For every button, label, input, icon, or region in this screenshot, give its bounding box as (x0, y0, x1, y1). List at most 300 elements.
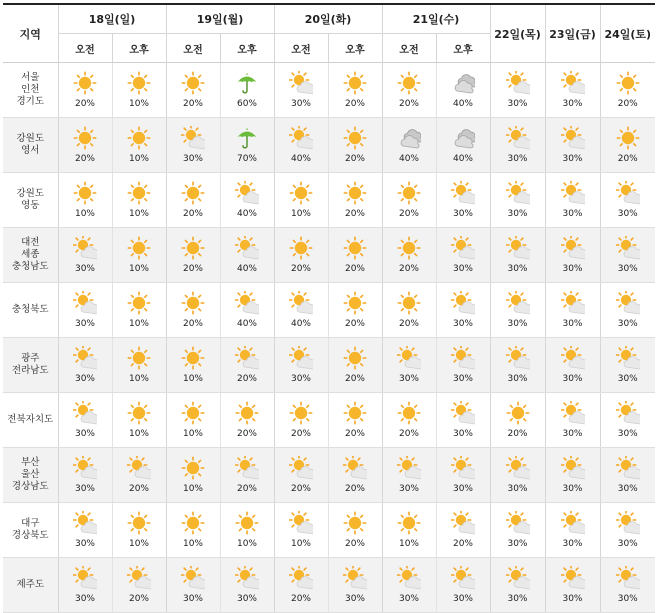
forecast-cell (490, 228, 545, 283)
forecast-cell (545, 63, 600, 118)
precipitation-probability: 10% (398, 539, 419, 549)
partly-cloudy-icon (289, 71, 313, 95)
forecast-cell (328, 173, 382, 228)
forecast-cell (545, 173, 600, 228)
precipitation-probability: 30% (452, 484, 473, 494)
forecast-cell (382, 283, 436, 338)
precipitation-probability: 30% (562, 374, 583, 384)
sunny-icon (397, 181, 421, 205)
precipitation-probability: 30% (452, 319, 473, 329)
forecast-cell (382, 173, 436, 228)
sunny-icon (181, 291, 205, 315)
partly-cloudy-icon (397, 566, 421, 590)
am-header: 오전 (382, 34, 436, 63)
forecast-cell (490, 118, 545, 173)
forecast-cell (166, 63, 220, 118)
forecast-cell (545, 118, 600, 173)
forecast-cell (274, 338, 328, 393)
partly-cloudy-icon (289, 291, 313, 315)
precipitation-probability: 30% (344, 594, 365, 604)
cloudy-icon (397, 126, 421, 150)
precipitation-probability: 10% (182, 484, 203, 494)
forecast-cell (382, 118, 436, 173)
day-header: 19일(월) (166, 4, 274, 34)
precipitation-probability: 30% (507, 319, 528, 329)
partly-cloudy-icon (289, 511, 313, 535)
forecast-cell (220, 283, 274, 338)
forecast-cell (328, 228, 382, 283)
sunny-icon (397, 236, 421, 260)
partly-cloudy-icon (506, 181, 530, 205)
day-header: 22일(목) (490, 4, 545, 63)
precipitation-probability: 30% (617, 594, 638, 604)
table-row (3, 503, 655, 558)
partly-cloudy-icon (506, 126, 530, 150)
precipitation-probability: 40% (398, 154, 419, 164)
precipitation-probability: 30% (452, 209, 473, 219)
precipitation-probability: 20% (344, 99, 365, 109)
table-row (3, 393, 655, 448)
forecast-cell (220, 448, 274, 503)
precipitation-probability: 10% (182, 429, 203, 439)
precipitation-probability: 30% (507, 484, 528, 494)
forecast-cell (274, 558, 328, 613)
region-cell: 서울 인천 경기도 (3, 63, 58, 118)
partly-cloudy-icon (73, 346, 97, 370)
forecast-cell (166, 283, 220, 338)
precipitation-probability: 30% (398, 374, 419, 384)
precipitation-probability: 20% (74, 154, 95, 164)
precipitation-probability: 30% (617, 539, 638, 549)
forecast-cell (166, 173, 220, 228)
partly-cloudy-icon (506, 291, 530, 315)
am-header: 오전 (166, 34, 220, 63)
precipitation-probability: 30% (507, 154, 528, 164)
sunny-icon (289, 181, 313, 205)
precipitation-probability: 20% (290, 264, 311, 274)
precipitation-probability: 30% (617, 264, 638, 274)
forecast-cell (112, 558, 166, 613)
forecast-cell (600, 173, 655, 228)
precipitation-probability: 10% (182, 539, 203, 549)
precipitation-probability: 20% (398, 264, 419, 274)
partly-cloudy-icon (289, 126, 313, 150)
sunny-icon (127, 511, 151, 535)
partly-cloudy-icon (616, 346, 640, 370)
region-cell: 대구 경상북도 (3, 503, 58, 558)
sunny-icon (289, 401, 313, 425)
sunny-icon (343, 71, 367, 95)
forecast-cell (58, 283, 112, 338)
forecast-cell (545, 558, 600, 613)
precipitation-probability: 20% (398, 429, 419, 439)
precipitation-probability: 30% (398, 594, 419, 604)
sunny-icon (343, 236, 367, 260)
sunny-icon (181, 181, 205, 205)
precipitation-probability: 20% (290, 594, 311, 604)
partly-cloudy-icon (451, 346, 475, 370)
precipitation-probability: 20% (236, 484, 257, 494)
precipitation-probability: 10% (128, 319, 149, 329)
table-row (3, 283, 655, 338)
forecast-cell (436, 448, 490, 503)
partly-cloudy-icon (616, 566, 640, 590)
precipitation-probability: 10% (236, 539, 257, 549)
precipitation-probability: 30% (562, 594, 583, 604)
partly-cloudy-icon (451, 401, 475, 425)
precipitation-probability: 30% (562, 319, 583, 329)
precipitation-probability: 30% (617, 209, 638, 219)
partly-cloudy-icon (235, 566, 259, 590)
precipitation-probability: 30% (236, 594, 257, 604)
forecast-cell (166, 118, 220, 173)
cloudy-icon (451, 71, 475, 95)
forecast-cell (274, 448, 328, 503)
sunny-icon (235, 401, 259, 425)
precipitation-probability: 20% (182, 99, 203, 109)
sunny-icon (343, 511, 367, 535)
sunny-icon (181, 346, 205, 370)
forecast-cell (328, 63, 382, 118)
sunny-icon (289, 236, 313, 260)
table-row (3, 63, 655, 118)
partly-cloudy-icon (289, 456, 313, 480)
precipitation-probability: 20% (128, 484, 149, 494)
partly-cloudy-icon (181, 126, 205, 150)
forecast-cell (166, 228, 220, 283)
day-header: 21일(수) (382, 4, 490, 34)
precipitation-probability: 10% (290, 209, 311, 219)
partly-cloudy-icon (127, 566, 151, 590)
sunny-icon (127, 346, 151, 370)
forecast-cell (600, 283, 655, 338)
forecast-cell (220, 393, 274, 448)
forecast-cell (600, 503, 655, 558)
forecast-cell (545, 228, 600, 283)
partly-cloudy-icon (561, 401, 585, 425)
precipitation-probability: 10% (128, 539, 149, 549)
sunny-icon (343, 181, 367, 205)
precipitation-probability: 40% (290, 154, 311, 164)
forecast-cell (112, 173, 166, 228)
forecast-cell (58, 448, 112, 503)
forecast-cell (220, 173, 274, 228)
precipitation-probability: 30% (74, 594, 95, 604)
forecast-cell (600, 118, 655, 173)
umbrella-icon (235, 71, 259, 95)
precipitation-probability: 30% (562, 539, 583, 549)
day-header: 20일(화) (274, 4, 382, 34)
forecast-cell (490, 338, 545, 393)
partly-cloudy-icon (397, 346, 421, 370)
sunny-icon (397, 71, 421, 95)
forecast-cell (490, 558, 545, 613)
precipitation-probability: 40% (452, 99, 473, 109)
precipitation-probability: 70% (236, 154, 257, 164)
precipitation-probability: 20% (398, 319, 419, 329)
precipitation-probability: 30% (507, 374, 528, 384)
partly-cloudy-icon (127, 456, 151, 480)
precipitation-probability: 30% (74, 429, 95, 439)
sunny-icon (397, 401, 421, 425)
forecast-cell (382, 228, 436, 283)
pm-header: 오후 (436, 34, 490, 63)
table-row (3, 173, 655, 228)
precipitation-probability: 10% (74, 209, 95, 219)
precipitation-probability: 20% (290, 429, 311, 439)
precipitation-probability: 20% (182, 319, 203, 329)
sunny-icon (127, 71, 151, 95)
header-row-days (3, 4, 655, 34)
partly-cloudy-icon (561, 291, 585, 315)
forecast-cell (274, 228, 328, 283)
precipitation-probability: 10% (128, 209, 149, 219)
partly-cloudy-icon (235, 181, 259, 205)
precipitation-probability: 40% (290, 319, 311, 329)
partly-cloudy-icon (616, 181, 640, 205)
precipitation-probability: 30% (617, 374, 638, 384)
sunny-icon (181, 236, 205, 260)
forecast-cell (58, 63, 112, 118)
region-cell: 광주 전라남도 (3, 338, 58, 393)
sunny-icon (181, 71, 205, 95)
forecast-cell (112, 393, 166, 448)
forecast-cell (58, 118, 112, 173)
partly-cloudy-icon (343, 456, 367, 480)
precipitation-probability: 20% (236, 374, 257, 384)
partly-cloudy-icon (561, 346, 585, 370)
precipitation-probability: 30% (452, 264, 473, 274)
precipitation-probability: 20% (344, 484, 365, 494)
precipitation-probability: 30% (562, 429, 583, 439)
precipitation-probability: 30% (290, 374, 311, 384)
precipitation-probability: 20% (290, 484, 311, 494)
partly-cloudy-icon (289, 566, 313, 590)
forecast-cell (166, 338, 220, 393)
region-cell: 제주도 (3, 558, 58, 613)
precipitation-probability: 40% (236, 209, 257, 219)
forecast-cell (382, 448, 436, 503)
precipitation-probability: 30% (562, 154, 583, 164)
precipitation-probability: 10% (128, 374, 149, 384)
partly-cloudy-icon (561, 566, 585, 590)
sunny-icon (127, 181, 151, 205)
forecast-cell (328, 558, 382, 613)
forecast-cell (382, 393, 436, 448)
precipitation-probability: 20% (507, 429, 528, 439)
day-header: 23일(금) (545, 4, 600, 63)
umbrella-icon (235, 126, 259, 150)
partly-cloudy-icon (235, 346, 259, 370)
region-cell: 대전 세종 충청남도 (3, 228, 58, 283)
sunny-icon (181, 456, 205, 480)
precipitation-probability: 20% (344, 429, 365, 439)
forecast-cell (490, 393, 545, 448)
precipitation-probability: 20% (344, 539, 365, 549)
table-row (3, 558, 655, 613)
forecast-cell (166, 503, 220, 558)
region-cell: 전북자치도 (3, 393, 58, 448)
precipitation-probability: 30% (74, 319, 95, 329)
forecast-cell (220, 228, 274, 283)
partly-cloudy-icon (506, 511, 530, 535)
table-row (3, 118, 655, 173)
pm-header: 오후 (328, 34, 382, 63)
forecast-cell (220, 503, 274, 558)
forecast-cell (382, 503, 436, 558)
forecast-cell (220, 338, 274, 393)
precipitation-probability: 30% (290, 99, 311, 109)
precipitation-probability: 20% (74, 99, 95, 109)
forecast-cell (112, 118, 166, 173)
forecast-cell (600, 393, 655, 448)
partly-cloudy-icon (343, 566, 367, 590)
forecast-cell (436, 173, 490, 228)
partly-cloudy-icon (451, 456, 475, 480)
partly-cloudy-icon (451, 181, 475, 205)
forecast-cell (490, 503, 545, 558)
forecast-cell (545, 283, 600, 338)
precipitation-probability: 20% (344, 374, 365, 384)
sunny-icon (181, 401, 205, 425)
precipitation-probability: 20% (452, 539, 473, 549)
forecast-cell (436, 393, 490, 448)
partly-cloudy-icon (235, 291, 259, 315)
partly-cloudy-icon (73, 291, 97, 315)
sunny-icon (343, 401, 367, 425)
sunny-icon (127, 401, 151, 425)
forecast-cell (328, 448, 382, 503)
sunny-icon (343, 126, 367, 150)
sunny-icon (127, 126, 151, 150)
precipitation-probability: 30% (507, 99, 528, 109)
precipitation-probability: 20% (344, 209, 365, 219)
sunny-icon (397, 511, 421, 535)
sunny-icon (616, 126, 640, 150)
forecast-cell (166, 558, 220, 613)
precipitation-probability: 20% (128, 594, 149, 604)
forecast-cell (328, 283, 382, 338)
precipitation-probability: 30% (562, 209, 583, 219)
precipitation-probability: 60% (236, 99, 257, 109)
sunny-icon (73, 181, 97, 205)
precipitation-probability: 10% (128, 154, 149, 164)
sunny-icon (235, 511, 259, 535)
am-header: 오전 (274, 34, 328, 63)
sunny-icon (343, 291, 367, 315)
precipitation-probability: 40% (236, 319, 257, 329)
forecast-cell (112, 448, 166, 503)
forecast-cell (58, 503, 112, 558)
precipitation-probability: 10% (128, 99, 149, 109)
precipitation-probability: 30% (562, 484, 583, 494)
precipitation-probability: 20% (236, 429, 257, 439)
precipitation-probability: 30% (507, 539, 528, 549)
precipitation-probability: 20% (344, 154, 365, 164)
precipitation-probability: 30% (74, 539, 95, 549)
forecast-cell (600, 228, 655, 283)
forecast-cell (545, 393, 600, 448)
precipitation-probability: 20% (617, 154, 638, 164)
forecast-cell (436, 503, 490, 558)
weather-forecast-table (3, 3, 655, 613)
forecast-cell (220, 63, 274, 118)
partly-cloudy-icon (561, 71, 585, 95)
precipitation-probability: 30% (452, 374, 473, 384)
forecast-body (3, 63, 655, 613)
region-cell: 부산 울산 경상남도 (3, 448, 58, 503)
partly-cloudy-icon (451, 236, 475, 260)
sunny-icon (616, 71, 640, 95)
forecast-cell (490, 448, 545, 503)
precipitation-probability: 30% (617, 429, 638, 439)
partly-cloudy-icon (506, 566, 530, 590)
partly-cloudy-icon (561, 126, 585, 150)
partly-cloudy-icon (616, 456, 640, 480)
precipitation-probability: 30% (452, 594, 473, 604)
forecast-cell (58, 558, 112, 613)
precipitation-probability: 30% (182, 594, 203, 604)
forecast-cell (600, 558, 655, 613)
sunny-icon (73, 71, 97, 95)
partly-cloudy-icon (397, 456, 421, 480)
forecast-cell (58, 173, 112, 228)
precipitation-probability: 20% (344, 319, 365, 329)
forecast-cell (112, 283, 166, 338)
forecast-cell (490, 283, 545, 338)
precipitation-probability: 20% (617, 99, 638, 109)
partly-cloudy-icon (289, 346, 313, 370)
pm-header: 오후 (220, 34, 274, 63)
day-header: 18일(일) (58, 4, 166, 34)
partly-cloudy-icon (561, 236, 585, 260)
forecast-cell (600, 448, 655, 503)
forecast-cell (382, 558, 436, 613)
forecast-cell (274, 173, 328, 228)
partly-cloudy-icon (235, 456, 259, 480)
forecast-cell (58, 338, 112, 393)
forecast-cell (436, 63, 490, 118)
precipitation-probability: 30% (617, 319, 638, 329)
precipitation-probability: 40% (452, 154, 473, 164)
forecast-cell (328, 393, 382, 448)
am-header: 오전 (58, 34, 112, 63)
precipitation-probability: 20% (182, 209, 203, 219)
region-cell: 강원도 영서 (3, 118, 58, 173)
sunny-icon (506, 401, 530, 425)
precipitation-probability: 30% (182, 154, 203, 164)
cloudy-icon (451, 126, 475, 150)
partly-cloudy-icon (73, 456, 97, 480)
forecast-cell (112, 63, 166, 118)
forecast-cell (436, 338, 490, 393)
precipitation-probability: 10% (128, 264, 149, 274)
precipitation-probability: 30% (398, 484, 419, 494)
precipitation-probability: 10% (182, 374, 203, 384)
partly-cloudy-icon (616, 236, 640, 260)
precipitation-probability: 30% (562, 264, 583, 274)
forecast-cell (436, 558, 490, 613)
precipitation-probability: 10% (290, 539, 311, 549)
partly-cloudy-icon (561, 456, 585, 480)
partly-cloudy-icon (451, 511, 475, 535)
precipitation-probability: 30% (74, 264, 95, 274)
table-row (3, 448, 655, 503)
forecast-cell (274, 118, 328, 173)
precipitation-probability: 30% (507, 594, 528, 604)
forecast-cell (436, 228, 490, 283)
precipitation-probability: 30% (617, 484, 638, 494)
